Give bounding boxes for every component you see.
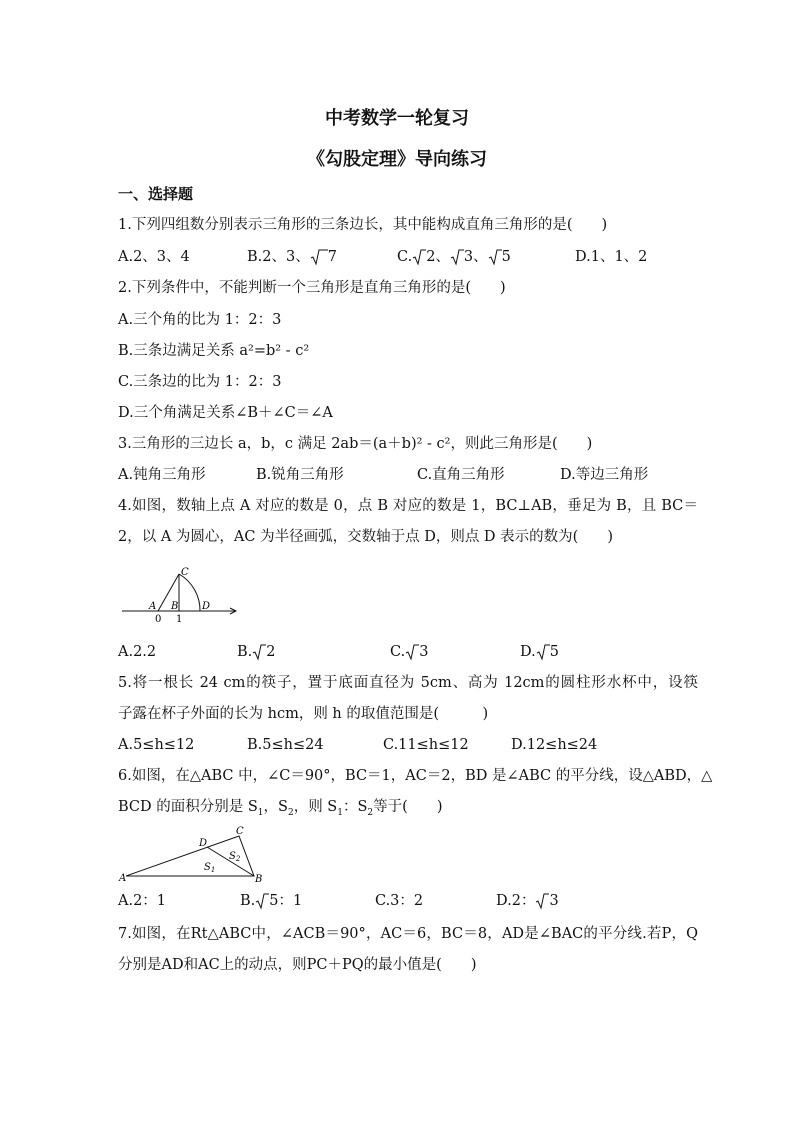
tick-1: 1 [176, 614, 183, 625]
triangle-figure [118, 824, 268, 884]
document-subtitle: 《勾股定理》导向练习 [307, 149, 487, 170]
label-s1: $S_1$ [204, 862, 216, 874]
q1-option-b: B.2、3、 7 [247, 249, 337, 265]
q3-option-c: C.直角三角形 [417, 467, 505, 483]
question-4-stem-line1: 4.如图，数轴上点 A 对应的数是 0，点 B 对应的数是 1，BC⊥AB，垂足为 B，且 BC＝ [118, 498, 698, 514]
question-2-stem: 2.下列条件中，不能判断一个三角形是直角三角形的是( ) [118, 280, 506, 296]
question-5-stem-line2: 子露在杯子外面的长为 hcm，则 h 的取值范围是( ) [118, 706, 489, 722]
q6-option-a: A.2：1 [118, 893, 167, 909]
section-heading: 一、选择题 [118, 185, 194, 203]
q6-option-d: D.2： 3 [496, 893, 559, 909]
label-c: C [181, 567, 189, 578]
q5-option-a: A.5≤h≤12 [118, 737, 195, 753]
sqrt-icon [252, 643, 266, 661]
sqrt-icon [255, 892, 269, 910]
label-d: D [199, 838, 208, 849]
q4-option-b: B. 2 [237, 644, 276, 660]
q6-option-b: B. 5：1 [240, 893, 303, 909]
question-4-stem-line2: 2，以 A 为圆心，AC 为半径画弧，交数轴于点 D，则点 D 表示的数为( ) [118, 529, 613, 545]
sqrt-icon [405, 643, 419, 661]
label-b: B [171, 601, 179, 612]
sqrt-icon [535, 892, 549, 910]
sqrt-icon [536, 643, 550, 661]
label-c: C [236, 826, 244, 837]
sqrt-icon [450, 248, 464, 266]
q1-option-c: C. 2、 3、 5 [397, 249, 511, 265]
q6-option-c: C.3：2 [375, 893, 424, 909]
question-5-stem-line1: 5.将一根长 24 cm的筷子，置于底面直径为 5cm、高为 12cm的圆柱形水杯中，设筷 [118, 675, 698, 691]
tick-0: 0 [155, 614, 162, 625]
q1-option-a: A.2、3、4 [118, 249, 190, 265]
label-b: B [255, 874, 263, 884]
question-6-stem-line2: BCD 的面积分别是 $S_1$，$S_2$，则 $S_1$：$S_2$等于( ) [118, 799, 443, 818]
q2-option-c: C.三条边的比为 1：2：3 [118, 374, 282, 390]
label-d: D [202, 601, 211, 612]
sqrt-icon [488, 248, 502, 266]
q2-option-a: A.三个角的比为 1：2：3 [118, 312, 282, 328]
q5-option-c: C.11≤h≤12 [383, 737, 469, 753]
label-s2: $S_2$ [229, 851, 241, 863]
question-6-stem-line1: 6.如图，在△ABC 中，∠C＝90°，BC＝1，AC＝2，BD 是∠ABC 的平分线，设△ABD，△ [118, 768, 713, 784]
sqrt-icon [310, 248, 328, 266]
question-3-stem: 3.三角形的三边长 a，b，c 满足 2ab＝(a＋b)² - c²，则此三角形是( ) [118, 436, 593, 452]
label-a: A [149, 601, 157, 612]
document-title: 中考数学一轮复习 [325, 108, 469, 129]
number-line-figure [118, 562, 243, 626]
q3-option-b: B.锐角三角形 [256, 467, 344, 483]
q2-option-d: D.三个角满足关系∠B＋∠C＝∠A [118, 405, 333, 421]
q5-option-d: D.12≤h≤24 [511, 737, 598, 753]
label-a: A [119, 873, 127, 884]
q1-option-d: D.1、1、2 [575, 249, 648, 265]
q3-option-d: D.等边三角形 [560, 467, 649, 483]
q4-option-a: A.2.2 [118, 644, 157, 660]
q4-option-d: D. 5 [520, 644, 559, 660]
question-7-stem-line2: 分别是AD和AC上的动点，则PC＋PQ的最小值是( ) [118, 957, 477, 973]
sqrt-icon [412, 248, 426, 266]
q5-option-b: B.5≤h≤24 [247, 737, 324, 753]
q3-option-a: A.钝角三角形 [118, 467, 206, 483]
question-7-stem-line1: 7.如图，在Rt△ABC中，∠ACB＝90°，AC＝6，BC＝8，AD是∠BAC的平分线.若P，Q [118, 926, 698, 942]
q2-option-b: B.三条边满足关系 a²=b² - c² [118, 343, 310, 359]
question-1-stem: 1.下列四组数分别表示三角形的三条边长，其中能构成直角三角形的是( ) [118, 217, 608, 233]
q4-option-c: C. 3 [390, 644, 429, 660]
